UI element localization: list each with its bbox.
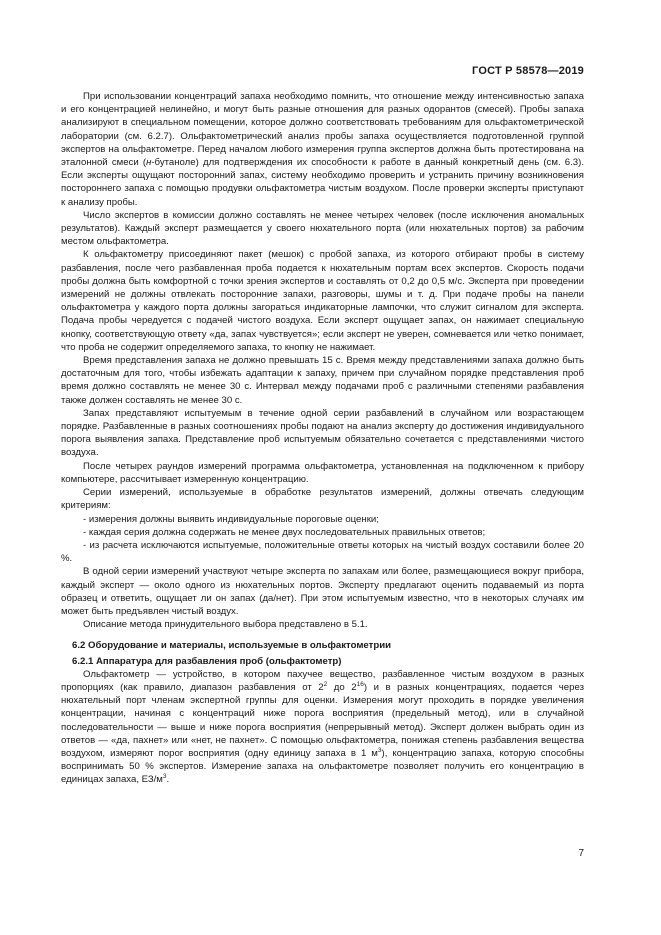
paragraph-olfactometer-definition: Ольфактометр — устройство, в котором пахучее вещество, разбавленное чистым воздухом в разных пропорциях (как правило, диапазон разбавления от $2^2$ до $2^{16}$) и в разных концентрациях, подается через нюхательный порт членам экспертной группы для оценки. Измерения могут проходить в порядке увеличения концентрации, начиная с концентраций ниже порога восприятия (предельный метод), или в случайной последовательности — выше и ниже порога восприятия (непрерывный метод). Эксперт должен выбрать один из ответов — «да, пахнет» или «нет, не пахнет». С помощью ольфактометра, понижая степень разбавления вещества воздухом, измеряют порог восприятия (одну единицу запаха в 1 $м^3$), концентрацию запаха, которую способны воспринимать 50 % экспертов. Измерение запаха на ольфактометре позволяет получить его концентрацию в единицах запаха, $ЕЗ/м^3$. xyxy=(61,668,585,786)
paragraph-odor-concentration: При использовании концентраций запаха необходимо помнить, что отношение между интенсивностью запаха и его концентрацией нелинейно, и могут быть разные отношения для разных одорантов (смесей). Пробы запаха анализируют в специальном помещении, которое должно соответствовать требованиям для ольфактометрической лаборатории (см. 6.2.7). Ольфактометрический анализ пробы запаха осуществляется подготовленной группой экспертов на ольфактометре. Перед началом любого измерения группа экспертов должна быть протестирована на эталонной смеси (н-бутаноле) для подтверждения их способности к работе в данный конкретный день (см. 6.3). Если эксперты ощущают посторонний запах, систему необходимо проверить и устранить причину возникновения постороннего запаха с помощью продувки ольфактометра чистым воздухом. После проверки эксперты приступают к анализу пробы. xyxy=(61,91,584,208)
criteria-item: - измерения должны выявить индивидуальные пороговые оценки; xyxy=(83,513,379,525)
paragraph-measurement-series: В одной серии измерений участвуют четыре эксперта по запахам или более, размещающиеся вокруг прибора, каждый эксперт — около одного из нюхательных портов. Эксперту предлагают оценить подаваемый из порта образец и ответить, ощущает ли он запах (да/нет). При этом испытуемым известно, что в некоторых случаях им может быть предъявлен чистый воздух. xyxy=(61,566,584,617)
paragraph-forced-choice-ref: Описание метода принудительного выбора представлено в 5.1. xyxy=(83,619,368,631)
section-heading-6-2: 6.2 Оборудование и материалы, используемые в ольфактометрии xyxy=(72,640,392,652)
document-id-header: ГОСТ Р 58578—2019 xyxy=(472,65,584,77)
criteria-item: - из расчета исключаются испытуемые, положительные ответы которых на чистый воздух составили более 20 %. xyxy=(61,539,584,565)
page-number: 7 xyxy=(578,848,584,859)
paragraph-experts-count: Число экспертов в комиссии должно составлять не менее четырех человек (после исключения аномальных результатов). Каждый эксперт размещается у своего нюхательного порта (или нюхательных портов) за рабочим местом ольфактометра. xyxy=(61,209,584,248)
criteria-item: - каждая серия должна содержать не менее двух последовательных правильных ответов; xyxy=(83,526,486,538)
paragraph-four-rounds: После четырех раундов измерений программа ольфактометра, установленная на подключенном к прибору компьютере, рассчитывает измеренную концентрацию. xyxy=(61,460,584,485)
paragraph-presentation-order: Запах представляют испытуемым в течение одной серии разбавлений в случайном или возрастающем порядке. Разбавленные в разных соотношениях пробы подают на анализ эксперту до достижения индивидуального порога выявления запаха. Представление проб испытуемым обязательно сочетается с представлениями чистого воздуха. xyxy=(61,407,584,459)
paragraph-criteria-intro: Серии измерений, используемые в обработке результатов измерений, должны отвечать следующим критериям: xyxy=(61,487,584,512)
section-heading-6-2-1: 6.2.1 Аппаратура для разбавления проб (ольфактометр) xyxy=(72,655,342,667)
paragraph-presentation-time: Время представления запаха не должно превышать 15 с. Время между представлениями запаха должно быть достаточным для того, чтобы избежать адаптации к запаху, причем при случайном порядке представления проб время должно составлять не менее 30 с. Интервал между подачами проб с различными степенями разбавления также должен составлять не менее 30 с. xyxy=(61,355,584,406)
paragraph-sample-bag: К ольфактометру присоединяют пакет (мешок) с пробой запаха, из которого отбирают пробы в систему разбавления, после чего разбавленная проба подается к нюхательным портам всех экспертов. Скорость подачи пробы должна быть комфортной с точки зрения экспертов и составлять от 0,2 до 0,5 м/с. Эксперта при проведении измерений не должны отвлекать посторонние запахи, разговоры, шумы и т. д. При подаче пробы на панели ольфактометра у каждого порта должны загораться индикаторные лампочки, что служит сигналом для эксперта. Подача пробы чередуется с подачей чистого воздуха. Если эксперт ощущает запах, он нажимает специальную кнопку, соответствующую ответу «да, запах чувствуется»; если эксперт не уверен, сомневается или четко понимает, что проба не содержит определяемого запаха, то кнопку не нажимает. xyxy=(61,249,584,353)
page-body xyxy=(61,90,584,787)
